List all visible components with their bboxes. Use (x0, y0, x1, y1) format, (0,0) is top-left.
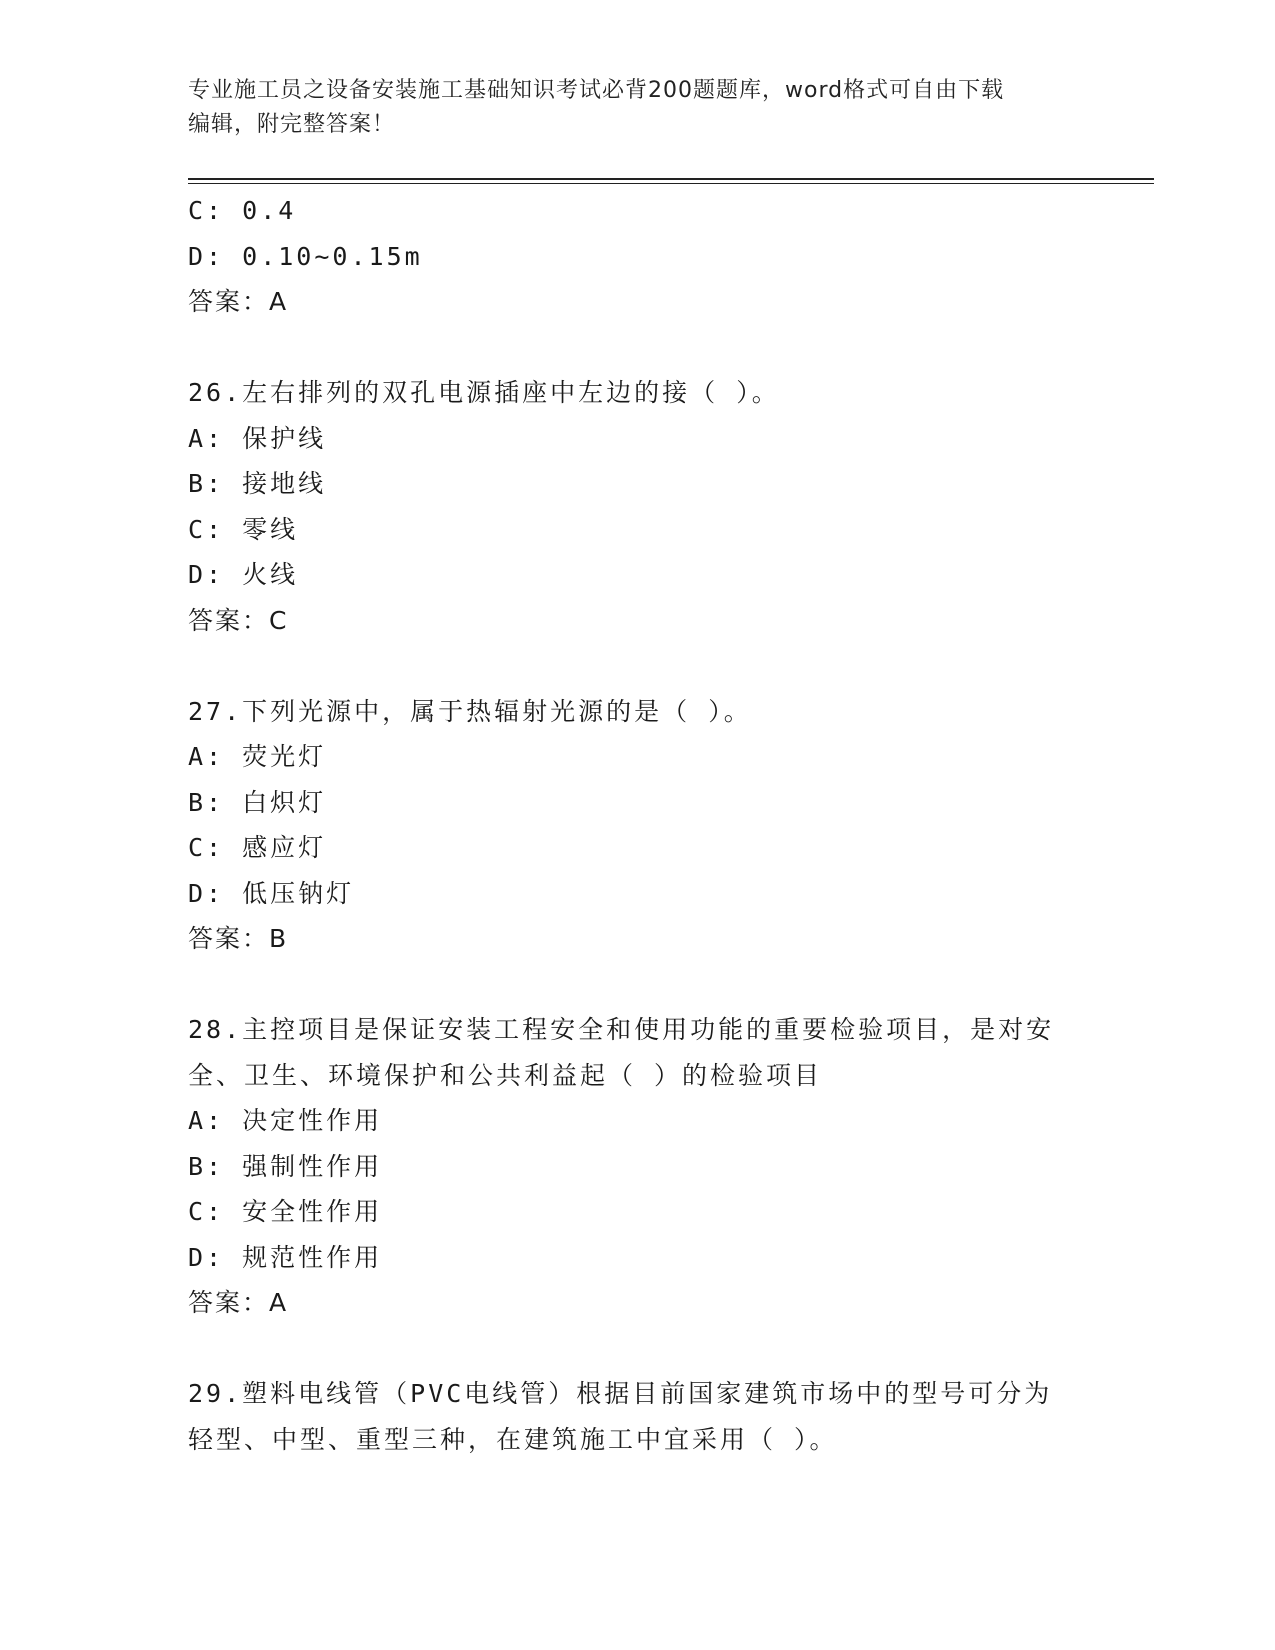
option-b: B: 强制性作用 (188, 1151, 383, 1181)
question-text-line-2: 全、卫生、环境保护和公共利益起（ ）的检验项目 (188, 1060, 823, 1090)
page-header (188, 74, 1088, 142)
answer-line: 答案：C (188, 605, 289, 635)
question-28 (188, 1007, 1088, 1326)
option-c: C: 安全性作用 (188, 1197, 383, 1226)
spacer (188, 962, 1088, 1008)
question-25-fragment (188, 188, 1088, 325)
question-27 (188, 689, 1088, 962)
option-a: A: 决定性作用 (188, 1106, 383, 1135)
option-c: C: 0.4 (188, 196, 297, 225)
question-list (188, 188, 1088, 1462)
spacer (188, 643, 1088, 689)
option-d: D: 火线 (188, 560, 299, 589)
answer-line: 答案：B (188, 924, 289, 953)
option-d: D: 规范性作用 (188, 1242, 383, 1272)
spacer (188, 1326, 1088, 1372)
option-b: B: 白炽灯 (188, 787, 327, 817)
question-text-line-2: 轻型、中型、重型三种，在建筑施工中宜采用（ ）。 (188, 1424, 838, 1454)
question-text-line-1: 28.主控项目是保证安装工程安全和使用功能的重要检验项目，是对安 (188, 1015, 1055, 1044)
spacer (188, 325, 1088, 371)
option-b: B: 接地线 (188, 469, 327, 498)
answer-line: 答案：A (188, 287, 289, 316)
option-d: D: 0.10~0.15m (188, 241, 423, 271)
option-a: A: 荧光灯 (188, 742, 327, 771)
header-divider-thick (188, 178, 1154, 180)
answer-line: 答案：A (188, 1288, 289, 1317)
header-title-line-1: 专业施工员之设备安装施工基础知识考试必背200题题库，word格式可自由下载 (188, 78, 1005, 103)
option-a: A: 保护线 (188, 423, 327, 453)
option-d: D: 低压钠灯 (188, 878, 355, 908)
question-text-line-1: 29.塑料电线管（PVC电线管）根据目前国家建筑市场中的型号可分为 (188, 1379, 1053, 1408)
question-text: 27.下列光源中，属于热辐射光源的是（ ）。 (188, 696, 752, 726)
option-c: C: 零线 (188, 514, 299, 544)
question-26 (188, 370, 1088, 643)
question-29 (188, 1371, 1088, 1462)
option-c: C: 感应灯 (188, 833, 327, 862)
header-title-line-2: 编辑，附完整答案！ (188, 112, 396, 137)
header-divider-thin (188, 183, 1154, 184)
question-text: 26.左右排列的双孔电源插座中左边的接（ ）。 (188, 378, 780, 407)
